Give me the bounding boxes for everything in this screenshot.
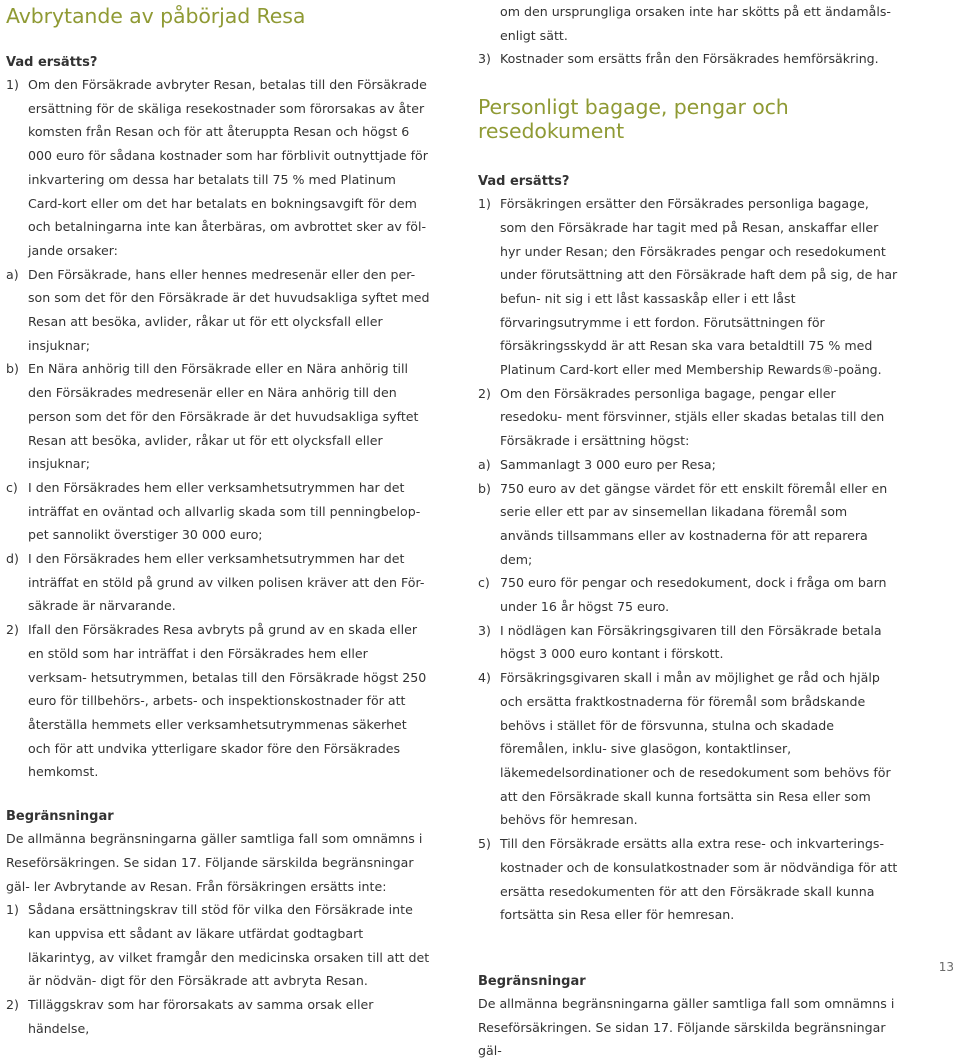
list-marker: a) bbox=[6, 266, 19, 282]
list-marker: 5) bbox=[478, 836, 491, 852]
list-text: Sammanlagt 3 000 euro per Resa; bbox=[500, 456, 716, 472]
list-text: Till den Försäkrade ersätts alla extra rese- och inkvarterings- kostnader och de konsulatkostnader som är nödvändiga för att ersätta resedokumenten för att den Försäkrade skall kunna fortsätta sin Resa eller för hemresan. bbox=[500, 836, 898, 923]
list-item bbox=[6, 898, 430, 993]
list-marker: a) bbox=[478, 456, 491, 472]
list-marker: c) bbox=[478, 575, 490, 591]
list-marker: b) bbox=[6, 361, 19, 377]
list-marker: c) bbox=[6, 479, 18, 495]
list-item bbox=[478, 832, 898, 927]
list-item bbox=[478, 192, 898, 382]
list-text: I den Försäkrades hem eller verksamhetsutrymmen har det inträffat en stöld på grund av vilken polisen kräver att den För- säkrade är närvarande. bbox=[28, 551, 425, 614]
list-text: I nödlägen kan Försäkringsgivaren till den Försäkrade betala högst 3 000 euro kontant i förskott. bbox=[500, 622, 882, 662]
list-text: Ifall den Försäkrades Resa avbryts på grund av en skada eller en stöld som har inträffat i den Försäkrades hem eller verksam- hetsutrymmen, betalas till den Försäkrade högst 250 euro för tillbehörs-, arbets- och inspektionskostnader för att återställa hemmets eller verksamhetsutrymmenas säkerhet och för att undvika ytterligare skador före den Försäkrades hemkomst. bbox=[28, 622, 427, 780]
list-text: 750 euro för pengar och resedokument, dock i fråga om barn under 16 år högst 75 euro. bbox=[500, 575, 887, 615]
section-title-cancellation: Avbrytande av påbörjad Resa bbox=[6, 4, 306, 28]
list-text: Om den Försäkrade avbryter Resan, betalas till den Försäkrade ersättning för de skäliga resekostnader som förorsakas av åter komsten från Resan och för att återuppta Resan och högst 6 000 euro för sådana kostnader som har förblivit outnyttjade för inkvartering om dessa har betalats till 75 % med Platinum Card-kort eller om det har betalats en bokningsavgift för dem och betalningarna inte kan återbäras, om avbrottet sker av föl- jande orsaker: bbox=[28, 77, 428, 258]
list-text: om den ursprungliga orsaken inte har skötts på ett ändamåls- enligt sätt. bbox=[500, 4, 891, 43]
continued-text bbox=[478, 0, 898, 47]
list-marker: 1) bbox=[478, 196, 491, 212]
list-text: Försäkringen ersätter den Försäkrades personliga bagage, som den Försäkrade har tagit med på Resan, anskaffar eller hyr under Resan; den Försäkrades pengar och resedokument under förutsättning att den Försäkrade haft dem på sig, de har befun- nit sig i ett låst kassaskåp eller i ett låst förvaringsutrymme i ett fordon. Förutsättningen för försäkringsskydd är att Resan ska vara betaldtill 75 % med Platinum Card-kort eller med Membership Rewards®-poäng. bbox=[500, 196, 898, 378]
list-item bbox=[6, 993, 430, 1040]
list-marker: 2) bbox=[6, 622, 19, 638]
list-text: Sådana ersättningskrav till stöd för vilka den Försäkrade inte kan uppvisa ett sådant av läkare utfärdat godtagbart läkarintyg, av vilket framgår den medicinska orsaken till att det är nödvän- digt för den Försäkrade att avbryta Resan. bbox=[28, 902, 430, 989]
list-item bbox=[478, 382, 898, 453]
list-text: 750 euro av det gängse värdet för ett enskilt föremål eller en serie eller ett par av sinsemellan likadana föremål som används tillsammans eller av kostnaderna för att reparera dem; bbox=[500, 480, 888, 567]
list-item bbox=[478, 666, 898, 832]
list-marker: 2) bbox=[6, 997, 19, 1013]
list-text: Kostnader som ersätts från den Försäkrades hemförsäkring. bbox=[500, 51, 879, 67]
list-item bbox=[478, 47, 898, 71]
list-marker: 1) bbox=[6, 77, 19, 92]
list-marker: 4) bbox=[478, 670, 491, 686]
list-marker: 3) bbox=[478, 51, 491, 67]
limitations-paragraph: De allmänna begränsningarna gäller samtliga fall som omnämns i Reseförsäkringen. Se sidan 17. Följande särskilda begränsningar gäl- ler Avbrytande av Resan. Från försäkringen ersätts inte: bbox=[6, 831, 423, 894]
list-text: Försäkringsgivaren skall i mån av möjlighet ge råd och hjälp och ersätta fraktkostnaderna för föremål som brådskande behövs i stället för de försvunna, stulna och skadade föremålen, inklu- sive glasögon, kontaktlinser, läkemedelsordinationer och de resedokument som behövs för att den Försäkrade skall kunna fortsätta sin Resa eller som behövs för hemresan. bbox=[500, 670, 891, 828]
limitations-heading: Begränsningar bbox=[478, 973, 586, 989]
page-number: 13 bbox=[938, 960, 954, 974]
list-item bbox=[6, 618, 430, 784]
list-marker: 2) bbox=[478, 385, 491, 401]
what-covered-heading: Vad ersätts? bbox=[478, 174, 570, 190]
list-item bbox=[478, 477, 898, 572]
list-item bbox=[478, 453, 898, 477]
list-item bbox=[478, 619, 898, 666]
list-item bbox=[6, 73, 430, 263]
right-column bbox=[478, 0, 898, 1063]
list-item bbox=[6, 357, 430, 476]
list-marker: 1) bbox=[6, 902, 19, 918]
limitations-heading: Begränsningar bbox=[6, 809, 114, 825]
section-title-baggage: Personligt bagage, pengar och resedokument bbox=[478, 95, 789, 144]
spacer bbox=[6, 784, 430, 807]
list-marker bbox=[478, 0, 500, 47]
spacer bbox=[478, 927, 898, 972]
left-column bbox=[6, 0, 430, 1040]
list-item bbox=[6, 476, 430, 547]
list-item bbox=[478, 571, 898, 618]
list-text: Tilläggskrav som har förorsakats av samma orsak eller händelse, bbox=[28, 997, 374, 1036]
list-text: I den Försäkrades hem eller verksamhetsutrymmen har det inträffat en oväntad och allvarlig skada som till penningbelop- pet sannolikt överstiger 30 000 euro; bbox=[28, 479, 421, 543]
list-marker: d) bbox=[6, 551, 19, 567]
list-text: Om den Försäkrades personliga bagage, pengar eller resedoku- ment försvinner, stjäls eller skadas betalas till den Försäkrade i ersättning högst: bbox=[500, 385, 885, 449]
limitations-paragraph: De allmänna begränsningarna gäller samtliga fall som omnämns i Reseförsäkringen. Se sidan 17. Följande särskilda begränsningar gäl- bbox=[478, 995, 895, 1059]
what-covered-heading: Vad ersätts? bbox=[6, 55, 98, 70]
list-marker: b) bbox=[478, 480, 491, 496]
list-text: Den Försäkrade, hans eller hennes medresenär eller den per- son som det för den Försäkrade är det huvudsakliga syftet med Resan att besöka, avlider, råkar ut för ett olycksfall eller insjuknar; bbox=[28, 266, 430, 353]
list-item bbox=[6, 263, 430, 358]
list-item bbox=[6, 547, 430, 618]
list-text: En Nära anhörig till den Försäkrade eller en Nära anhörig till den Försäkrades medresenär eller en Nära anhörig till den person som det för den Försäkrade är det huvudsakliga syftet Resan att besöka, avlider, råkar ut för ett olycksfall eller insjuknar; bbox=[28, 361, 419, 472]
list-marker: 3) bbox=[478, 622, 491, 638]
